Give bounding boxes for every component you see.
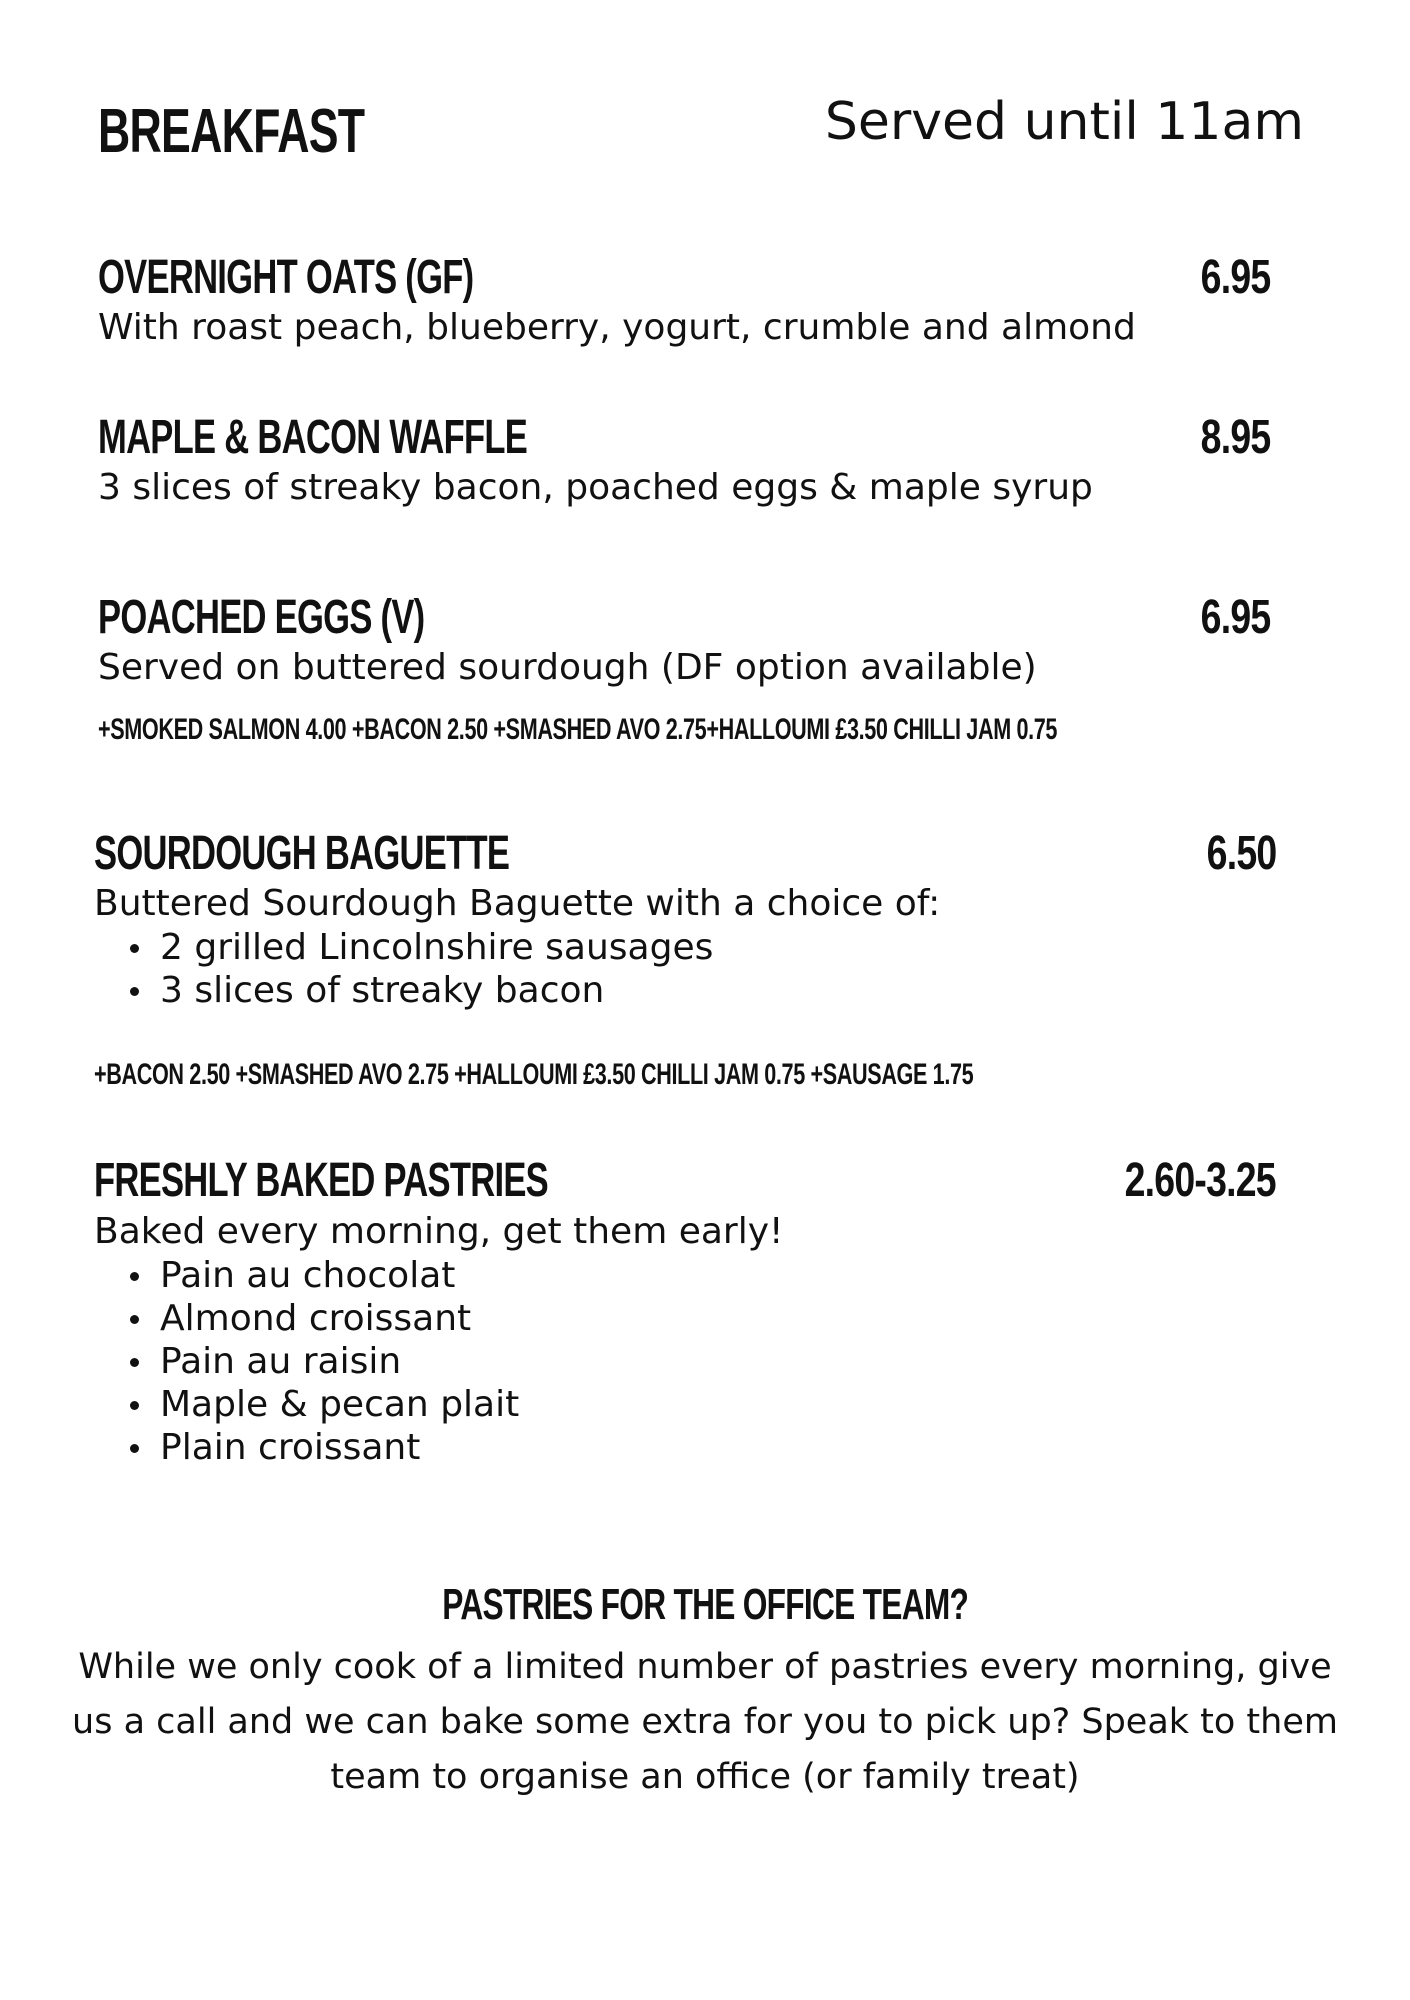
option-list <box>94 926 713 1012</box>
item-addons: +BACON 2.50 +SMASHED AVO 2.75 +HALLOUMI £3.50 CHILLI JAM 0.75 +SAUSAGE 1.75 <box>94 1058 974 1091</box>
item-price: 6.50 <box>1206 827 1276 880</box>
item-name: FRESHLY BAKED PASTRIES <box>94 1154 549 1207</box>
item-description: Buttered Sourdough Baguette with a choice of: <box>94 883 941 924</box>
office-section-title-text: PASTRIES FOR THE OFFICE TEAM? <box>442 1580 968 1629</box>
item-name: POACHED EGGS (V) <box>98 591 425 644</box>
item-name: OVERNIGHT OATS (GF) <box>98 251 474 304</box>
item-price: 8.95 <box>1200 411 1270 464</box>
list-item: 2 grilled Lincolnshire sausages <box>94 926 713 969</box>
item-addons: +SMOKED SALMON 4.00 +BACON 2.50 +SMASHED AVO 2.75+HALLOUMI £3.50 CHILLI JAM 0.75 <box>98 713 1058 746</box>
list-item: Maple & pecan plait <box>94 1383 519 1426</box>
list-item: Pain au raisin <box>94 1340 519 1383</box>
item-description: 3 slices of streaky bacon, poached eggs & maple syrup <box>98 467 1093 508</box>
list-item: Almond croissant <box>94 1297 519 1340</box>
page-title: BREAKFAST <box>98 97 365 166</box>
item-name: SOURDOUGH BAGUETTE <box>94 827 510 880</box>
list-item: Pain au chocolat <box>94 1254 519 1297</box>
item-price: 2.60-3.25 <box>1124 1154 1276 1207</box>
item-description: Baked every morning, get them early! <box>94 1211 784 1252</box>
list-item: Plain croissant <box>94 1426 519 1469</box>
item-price: 6.95 <box>1200 591 1270 644</box>
item-price: 6.95 <box>1200 251 1270 304</box>
item-description: Served on buttered sourdough (DF option available) <box>98 647 1037 688</box>
office-section-text: While we only cook of a limited number of pastries every morning, give us a call and we can bake some extra for you to pick up? Speak to them team to organise an office (or family treat) <box>72 1647 1338 1797</box>
serving-hours: Served until 11am <box>824 92 1304 152</box>
office-section-title <box>0 1580 1410 1630</box>
item-name: MAPLE & BACON WAFFLE <box>98 411 528 464</box>
pastry-list <box>94 1254 519 1469</box>
item-description: With roast peach, blueberry, yogurt, crumble and almond <box>98 307 1136 348</box>
list-item: 3 slices of streaky bacon <box>94 969 713 1012</box>
